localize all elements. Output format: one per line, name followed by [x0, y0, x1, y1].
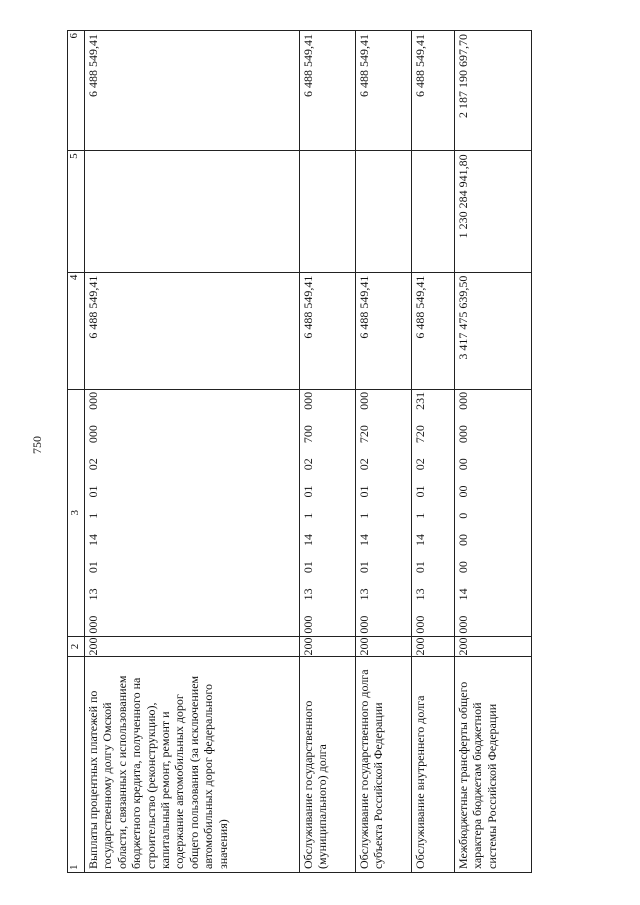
header-col-4: 4: [68, 272, 85, 389]
code-segment: 000: [86, 391, 100, 410]
code-segment: 02: [413, 458, 427, 471]
header-col-3: 3: [68, 389, 85, 636]
code-segment: 0: [456, 512, 470, 519]
code-segment: 02: [86, 458, 100, 471]
code-segment: 700: [301, 425, 315, 444]
row-value-col-5: [85, 151, 300, 272]
table-row: [85, 31, 300, 873]
row-value-col-6: 6 488 549,41: [356, 31, 412, 151]
code-segment: 1: [86, 512, 100, 519]
table-row: [455, 31, 532, 873]
code-segment: 000: [456, 615, 470, 634]
code-segment: 01: [357, 561, 371, 574]
table-row: [356, 31, 412, 873]
row-line-code: 200: [412, 636, 455, 657]
code-segment: 01: [86, 561, 100, 574]
header-col-6: 6: [68, 31, 85, 151]
code-segment: 01: [86, 485, 100, 498]
table-row: [412, 31, 455, 873]
code-segment: 02: [301, 458, 315, 471]
row-value-col-5: [356, 151, 412, 272]
code-segment: 01: [413, 485, 427, 498]
code-segment: 00: [456, 561, 470, 574]
code-segment: 14: [301, 533, 315, 546]
code-segment: 00: [456, 458, 470, 471]
header-col-1: 1: [68, 657, 85, 873]
code-segment: 000: [301, 391, 315, 410]
code-segment: 720: [357, 425, 371, 444]
code-segment: 000: [456, 391, 470, 410]
row-value-col-4: 6 488 549,41: [412, 272, 455, 389]
row-value-col-5: 1 230 284 941,80: [455, 151, 532, 272]
code-segment: 000: [86, 615, 100, 634]
row-value-col-4: 6 488 549,41: [85, 272, 300, 389]
code-segment: 13: [86, 588, 100, 601]
code-segment: 14: [357, 533, 371, 546]
code-segment: 000: [357, 391, 371, 410]
code-segment: 1: [357, 512, 371, 519]
row-classification-code: [455, 389, 532, 636]
code-segment: 000: [413, 615, 427, 634]
row-line-code: 200: [85, 636, 300, 657]
row-line-code: 200: [300, 636, 356, 657]
row-name: Выплаты процентных платежей по государственному долгу Омской области, связанных с использованием бюджетного кредита, полученного на строительство (реконструкцию), капитальный ремонт, ремонт и содержание автомобильных дорог общего пользования (за исключением автомобильных дорог федерального значения): [85, 657, 300, 873]
row-classification-code: [85, 389, 300, 636]
row-line-code: 200: [455, 636, 532, 657]
code-segment: 13: [357, 588, 371, 601]
header-row: [68, 31, 85, 873]
row-name: Обслуживание внутреннего долга: [412, 657, 455, 873]
code-segment: 02: [357, 458, 371, 471]
code-segment: 000: [456, 425, 470, 444]
code-segment: 01: [301, 485, 315, 498]
code-segment: 13: [301, 588, 315, 601]
code-segment: 01: [357, 485, 371, 498]
code-segment: 000: [301, 615, 315, 634]
code-segment: 000: [86, 425, 100, 444]
header-col-5: 5: [68, 151, 85, 272]
row-value-col-6: 2 187 190 697,70: [455, 31, 532, 151]
code-segment: 00: [456, 533, 470, 546]
budget-table: [67, 30, 532, 873]
row-value-col-6: 6 488 549,41: [85, 31, 300, 151]
row-value-col-6: 6 488 549,41: [300, 31, 356, 151]
row-value-col-4: 6 488 549,41: [356, 272, 412, 389]
row-classification-code: [412, 389, 455, 636]
row-value-col-5: [300, 151, 356, 272]
row-value-col-4: 3 417 475 639,50: [455, 272, 532, 389]
page-number: 750: [30, 436, 44, 454]
row-name: Межбюджетные трансферты общего характера бюджетам бюджетной системы Российской Федерации: [455, 657, 532, 873]
header-col-2: 2: [68, 636, 85, 657]
row-classification-code: [356, 389, 412, 636]
row-value-col-6: 6 488 549,41: [412, 31, 455, 151]
budget-table-page: [67, 30, 512, 873]
row-value-col-4: 6 488 549,41: [300, 272, 356, 389]
code-segment: 720: [413, 425, 427, 444]
row-classification-code: [300, 389, 356, 636]
code-segment: 13: [413, 588, 427, 601]
code-segment: 231: [413, 391, 427, 410]
code-segment: 1: [301, 512, 315, 519]
row-value-col-5: [412, 151, 455, 272]
code-segment: 1: [413, 512, 427, 519]
table-row: [300, 31, 356, 873]
code-segment: 14: [86, 533, 100, 546]
code-segment: 01: [413, 561, 427, 574]
row-name: Обслуживание государственного долга субъекта Российской Федерации: [356, 657, 412, 873]
row-name: Обслуживание государственного (муниципального) долга: [300, 657, 356, 873]
row-line-code: 200: [356, 636, 412, 657]
code-segment: 00: [456, 485, 470, 498]
code-segment: 000: [357, 615, 371, 634]
code-segment: 01: [301, 561, 315, 574]
code-segment: 14: [456, 588, 470, 601]
code-segment: 14: [413, 533, 427, 546]
